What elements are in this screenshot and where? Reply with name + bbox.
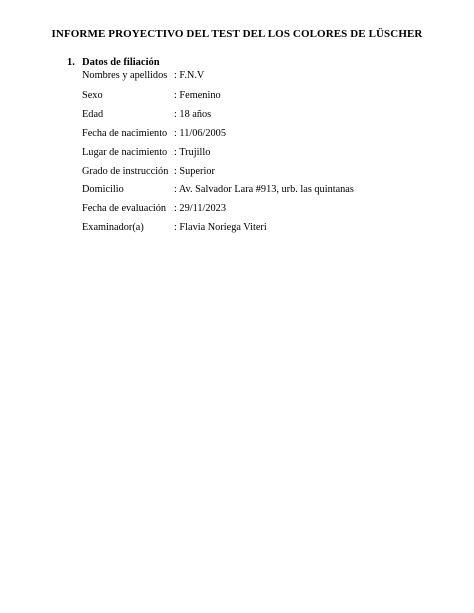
field-value-edad: : 18 años <box>174 109 212 120</box>
field-label-examinador: Examinador(a) <box>82 222 144 233</box>
field-value-lugar-nacimiento: : Trujillo <box>174 147 211 158</box>
field-label-lugar-nacimiento: Lugar de nacimiento <box>82 147 168 158</box>
field-label-domicilio: Domicilio <box>82 184 124 195</box>
section-number: 1. <box>67 57 75 68</box>
field-label-fecha-evaluacion: Fecha de evaluación <box>82 203 167 214</box>
field-label-fecha-nacimiento: Fecha de nacimiento <box>82 128 168 139</box>
field-label-nombres: Nombres y apellidos <box>82 70 168 81</box>
field-value-domicilio: : Av. Salvador Lara #913, urb. las quintanas <box>174 184 354 195</box>
field-value-grado-instruccion: : Superior <box>174 166 215 177</box>
field-value-fecha-nacimiento: : 11/06/2005 <box>174 128 226 139</box>
section-heading-filiacion <box>67 57 160 68</box>
field-label-grado-instruccion: Grado de instrucción <box>82 166 169 177</box>
field-value-sexo: : Femenino <box>174 90 221 101</box>
field-value-fecha-evaluacion: : 29/11/2023 <box>174 203 226 214</box>
field-value-examinador: : Flavia Noriega Viteri <box>174 222 267 233</box>
section-title: Datos de filiación <box>82 57 160 68</box>
field-label-edad: Edad <box>82 109 104 120</box>
field-value-nombres: : F.N.V <box>174 70 205 81</box>
field-label-sexo: Sexo <box>82 90 103 101</box>
document-title: INFORME PROYECTIVO DEL TEST DEL LOS COLORES DE LÜSCHER <box>51 28 423 40</box>
